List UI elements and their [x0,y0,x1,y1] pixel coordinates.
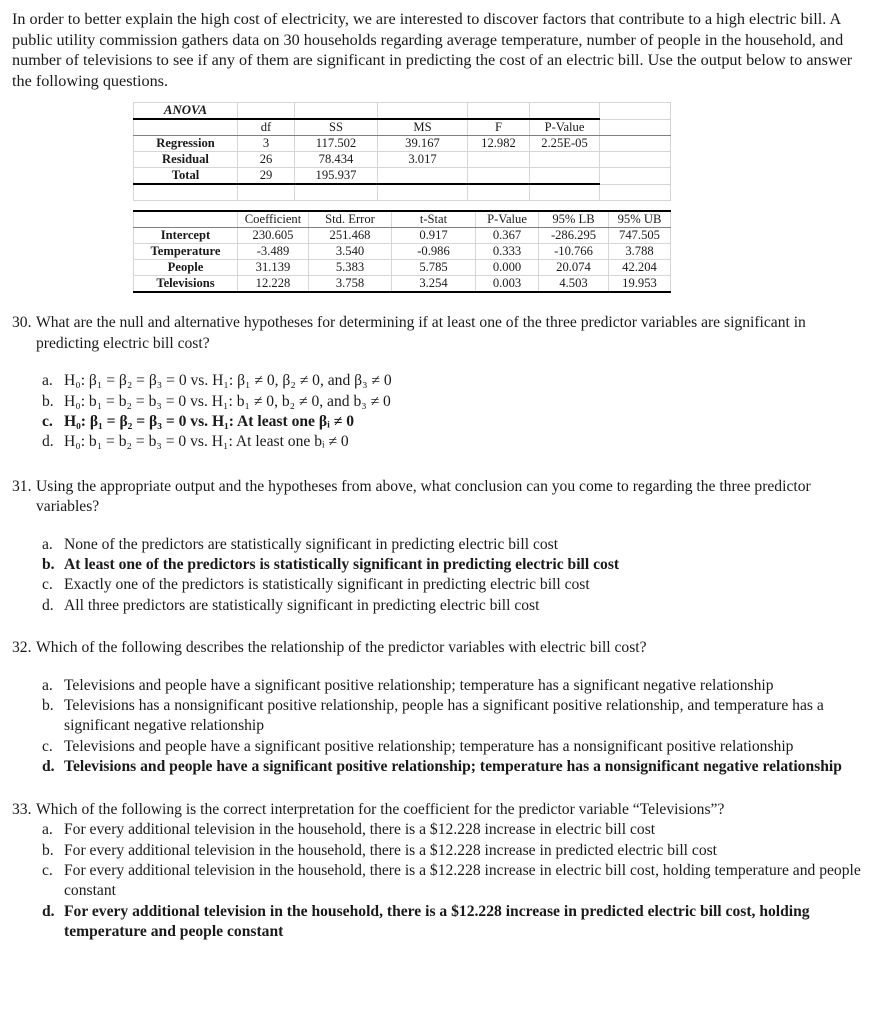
coef-header-pvalue: P-Value [476,211,539,228]
coefficients-table [133,210,671,293]
spacer-cell [468,184,530,201]
table-spacer-row [134,184,671,201]
anova-header-df: df [238,119,295,136]
option-32-a[interactable] [42,676,872,696]
anova-title-pad [468,103,530,120]
coef-row-label: Intercept [134,228,238,244]
question-31-options [42,535,872,617]
question-33-number: 33. [12,800,32,818]
table-row [134,152,671,168]
option-31-c[interactable] [42,575,872,595]
anova-cell-p [530,152,600,168]
question-33-options [42,820,872,942]
anova-cell-ss: 78.434 [295,152,378,168]
question-32-heading [12,638,872,658]
coef-cell-pvalue: 0.000 [476,260,539,276]
anova-header-blank [134,119,238,136]
option-letter: b. [42,841,54,859]
coefficients-header-row [134,211,671,228]
table-row [134,260,671,276]
option-text: H₀: β₁ = β₂ = β₃ = 0 vs. H₁: β₁ ≠ 0, β₂ ≠ 0, and β₃ ≠ 0 [64,372,392,390]
anova-row-outer-pad [600,168,671,185]
option-text: Televisions and people have a significant positive relationship; temperature has a significant negative relationship [64,676,774,694]
coef-cell-upper-bound: 3.788 [609,244,671,260]
option-letter: c. [42,737,53,755]
option-letter: d. [42,758,55,776]
option-30-d[interactable] [42,432,872,452]
anova-cell-ms: 3.017 [378,152,468,168]
option-letter: a. [42,676,53,694]
coef-cell-std-error: 5.383 [309,260,392,276]
option-32-b[interactable] [42,696,872,737]
spacer [0,453,896,477]
option-33-b[interactable] [42,841,872,861]
anova-cell-ms [378,168,468,185]
question-30-options [42,371,872,453]
option-letter: b. [42,392,54,410]
spacer [0,778,896,800]
coef-header-tstat: t-Stat [392,211,476,228]
option-letter: c. [42,413,53,430]
anova-cell-f: 12.982 [468,136,530,152]
coef-header-coefficient: Coefficient [238,211,309,228]
table-row [134,244,671,260]
spacer-cell [238,184,295,201]
coef-cell-tstat: -0.986 [392,244,476,260]
option-text: At least one of the predictors is statistically significant in predicting electric bill cost [64,556,620,574]
option-30-b[interactable] [42,392,872,412]
table-row [134,228,671,244]
option-text: Televisions and people have a significant positive relationship; temperature has a nonsignificant positive relationship [64,737,794,755]
question-33-text: Which of the following is the correct interpretation for the coefficient for the predictor variable “Televisions”? [36,800,725,818]
coef-header-upper-bound: 95% UB [609,211,671,228]
coef-cell-upper-bound: 747.505 [609,228,671,244]
coef-cell-tstat: 5.785 [392,260,476,276]
option-letter: a. [42,821,53,839]
option-text: For every additional television in the household, there is a $12.228 increase in electric bill cost, holding temperature and people constant [64,861,861,900]
table-row [134,136,671,152]
option-30-c[interactable] [42,412,872,432]
option-letter: d. [42,902,55,920]
coef-cell-pvalue: 0.333 [476,244,539,260]
anova-title: ANOVA [134,103,238,120]
anova-row-label: Total [134,168,238,185]
coef-cell-lower-bound: 4.503 [539,276,609,293]
coef-cell-upper-bound: 42.204 [609,260,671,276]
coef-row-label: Temperature [134,244,238,260]
anova-header-outer-pad [600,119,671,136]
document-page [0,9,896,1033]
question-30-text: What are the null and alternative hypotheses for determining if at least one of the three predictor variables are significant in predicting electric bill cost? [36,314,806,352]
anova-table [133,102,671,201]
coef-header-blank [134,211,238,228]
option-letter: d. [42,433,54,451]
option-32-c[interactable] [42,737,872,757]
option-text: H₀: β₁ = β₂ = β₃ = 0 vs. H₁: At least one βᵢ ≠ 0 [64,413,354,430]
anova-header-ss: SS [295,119,378,136]
question-31 [12,477,872,616]
option-letter: a. [42,535,53,553]
anova-header-pvalue: P-Value [530,119,600,136]
anova-cell-p [530,168,600,185]
option-text: For every additional television in the household, there is a $12.228 increase in predicted electric bill cost, holding temperature and people constant [64,902,810,941]
spacer-cell [378,184,468,201]
coef-cell-pvalue: 0.003 [476,276,539,293]
spacer-cell [530,184,600,201]
intro-paragraph: In order to better explain the high cost of electricity, we are interested to discover factors that contribute to a high electric bill. A public utility commission gathers data on 30 households regarding average temperature, number of people in the household, and number of televisions to see if any of them are significant in predicting the cost of an electric bill. Use the output below to answer the following questions. [12,10,853,90]
coef-cell-tstat: 3.254 [392,276,476,293]
question-32 [12,638,872,777]
coef-header-std-error: Std. Error [309,211,392,228]
spacer-cell [295,184,378,201]
coef-cell-std-error: 3.758 [309,276,392,293]
anova-title-pad [378,103,468,120]
spacer [0,293,896,313]
option-text: For every additional television in the household, there is a $12.228 increase in predicted electric bill cost [64,841,718,859]
anova-cell-ss: 117.502 [295,136,378,152]
option-33-c[interactable] [42,861,872,902]
coef-cell-lower-bound: -286.295 [539,228,609,244]
coef-cell-coefficient: -3.489 [238,244,309,260]
spacer-cell [134,184,238,201]
coef-cell-lower-bound: 20.074 [539,260,609,276]
option-33-a[interactable] [42,820,872,840]
anova-cell-df: 3 [238,136,295,152]
option-31-b[interactable] [42,555,872,575]
anova-row-outer-pad [600,152,671,168]
spacer [0,616,896,638]
option-letter: c. [42,861,53,879]
anova-header-f: F [468,119,530,136]
option-31-a[interactable] [42,535,872,555]
anova-title-outer-pad [600,103,671,120]
anova-cell-f [468,168,530,185]
option-text: All three predictors are statistically significant in predicting electric bill cost [64,596,540,614]
question-31-number: 31. [12,477,32,495]
coef-cell-coefficient: 12.228 [238,276,309,293]
anova-title-row [134,103,671,120]
coef-cell-std-error: 251.468 [309,228,392,244]
option-letter: c. [42,576,53,594]
anova-cell-ss: 195.937 [295,168,378,185]
question-31-heading [12,477,872,518]
option-31-d[interactable] [42,596,872,616]
option-letter: b. [42,556,55,574]
question-32-text: Which of the following describes the relationship of the predictor variables with electric bill cost? [36,639,647,657]
anova-header-ms: MS [378,119,468,136]
option-text: None of the predictors are statistically significant in predicting electric bill cost [64,535,559,553]
option-text: Exactly one of the predictors is statistically significant in predicting electric bill cost [64,576,590,594]
option-30-a[interactable] [42,371,872,391]
coef-cell-lower-bound: -10.766 [539,244,609,260]
option-text: For every additional television in the household, there is a $12.228 increase in electric bill cost [64,821,656,839]
coef-cell-coefficient: 230.605 [238,228,309,244]
option-letter: a. [42,372,53,390]
coef-cell-std-error: 3.540 [309,244,392,260]
coef-cell-tstat: 0.917 [392,228,476,244]
anova-row-outer-pad [600,136,671,152]
question-32-options [42,676,872,778]
option-32-d[interactable] [42,757,872,777]
option-text: H₀: b₁ = b₂ = b₃ = 0 vs. H₁: b₁ ≠ 0, b₂ ≠ 0, and b₃ ≠ 0 [64,392,391,410]
table-row [134,276,671,293]
anova-title-pad [295,103,378,120]
coef-header-lower-bound: 95% LB [539,211,609,228]
anova-title-pad [530,103,600,120]
question-33 [12,800,872,943]
spacer-cell [600,184,671,201]
coef-row-label: People [134,260,238,276]
anova-cell-df: 29 [238,168,295,185]
anova-header-row [134,119,671,136]
option-text: H₀: b₁ = b₂ = b₃ = 0 vs. H₁: At least one bᵢ ≠ 0 [64,433,349,451]
anova-row-label: Regression [134,136,238,152]
statistical-output-tables [133,102,896,293]
table-row [134,168,671,185]
question-30 [12,313,872,452]
anova-row-label: Residual [134,152,238,168]
question-31-text: Using the appropriate output and the hypotheses from above, what conclusion can you come to regarding the three predictor variables? [36,477,811,516]
anova-cell-p: 2.25E-05 [530,136,600,152]
option-letter: b. [42,697,54,715]
question-33-heading [12,800,872,820]
option-text: Televisions has a nonsignificant positive relationship, people has a significant positive relationship, and temperature has a significant negative relationship [64,697,824,735]
option-text: Televisions and people have a significant positive relationship; temperature has a nonsignificant negative relationship [64,758,842,776]
anova-cell-df: 26 [238,152,295,168]
question-30-number: 30. [12,314,32,332]
anova-cell-ms: 39.167 [378,136,468,152]
option-33-d[interactable] [42,902,872,943]
coef-row-label: Televisions [134,276,238,293]
question-30-heading [12,313,872,354]
question-32-number: 32. [12,639,32,657]
option-letter: d. [42,596,54,614]
anova-title-pad [238,103,295,120]
coef-cell-pvalue: 0.367 [476,228,539,244]
coef-cell-coefficient: 31.139 [238,260,309,276]
anova-cell-f [468,152,530,168]
coef-cell-upper-bound: 19.953 [609,276,671,293]
